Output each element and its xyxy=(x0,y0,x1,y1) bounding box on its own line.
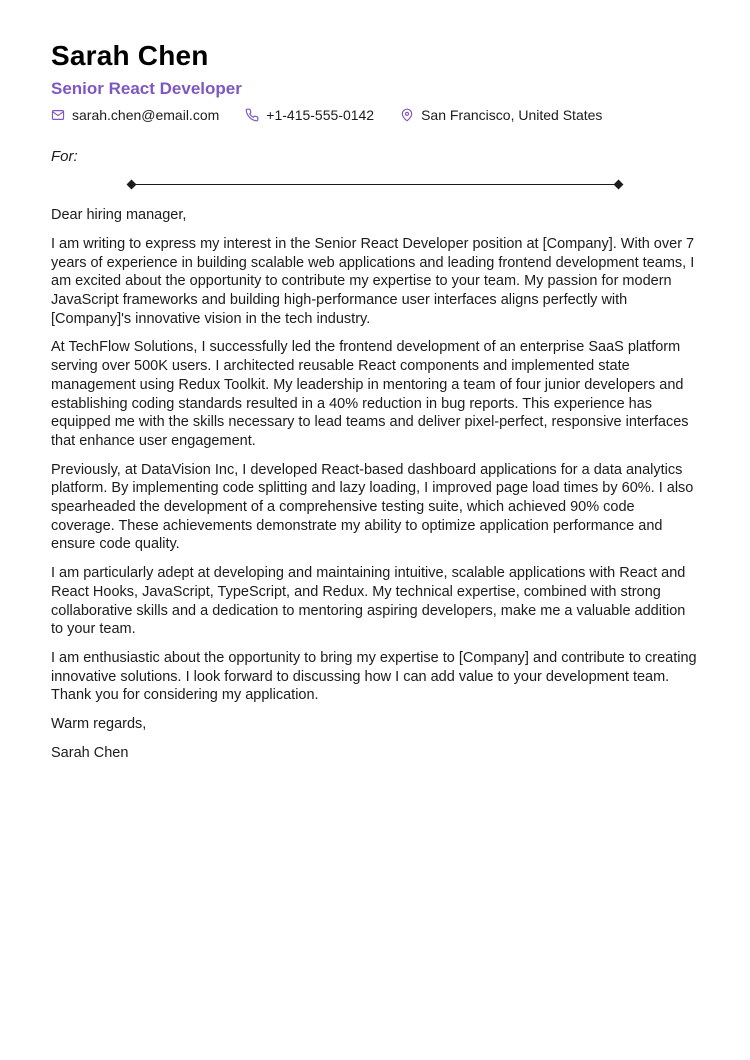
divider-line xyxy=(134,184,616,186)
letter-body xyxy=(51,206,699,762)
section-divider xyxy=(128,181,622,188)
email-icon xyxy=(51,108,65,122)
contact-location xyxy=(400,107,602,123)
paragraph-3: Previously, at DataVision Inc, I developed React-based dashboard applications for a data analytics platform. By implementing code splitting and lazy loading, I improved page load times by 60%. I also spearheaded the development of a comprehensive testing suite, which achieved 90% code coverage. These achievements demonstrate my ability to optimize application performance and ensure code quality. xyxy=(51,461,694,553)
divider-diamond-right xyxy=(614,180,624,190)
paragraph-4: I am particularly adept at developing and maintaining intuitive, scalable applications with React and React Hooks, JavaScript, TypeScript, and Redux. My technical expertise, combined with strong collaborative skills and a dedication to mentoring aspiring developers, make me a valuable addition to your team. xyxy=(51,565,686,638)
contact-phone xyxy=(245,107,374,123)
closing: Warm regards, xyxy=(51,716,147,733)
recipient-for-label: For: xyxy=(51,148,78,166)
paragraph-2: At TechFlow Solutions, I successfully led the frontend development of an enterprise SaaS platform serving over 500K users. I architected reusable React components and implemented state management using Redux Toolkit. My leadership in mentoring a team of four junior developers and establishing coding standards resulted in a 40% reduction in bug reports. This experience has equipped me with the skills necessary to lead teams and deliver pixel-perfect, responsive interfaces that enhance user engagement. xyxy=(51,339,689,449)
location-icon xyxy=(400,108,414,122)
salutation: Dear hiring manager, xyxy=(51,207,187,224)
person-name: Sarah Chen xyxy=(51,40,209,71)
contact-phone-value: +1-415-555-0142 xyxy=(266,107,375,124)
header xyxy=(51,40,699,123)
contact-row xyxy=(51,107,699,123)
phone-icon xyxy=(245,108,259,122)
contact-location-value: San Francisco, United States xyxy=(421,107,603,124)
signature-name: Sarah Chen xyxy=(51,744,129,761)
contact-email-value: sarah.chen@email.com xyxy=(72,107,220,124)
divider-diamond-left xyxy=(127,180,137,190)
job-title: Senior React Developer xyxy=(51,79,242,99)
contact-email xyxy=(51,107,219,123)
paragraph-1: I am writing to express my interest in the Senior React Developer position at [Company]. With over 7 years of experience in building scalable web applications and leading frontend development teams, I am excited about the opportunity to contribute my expertise to your team. My passion for modern JavaScript frameworks and building high-performance user interfaces aligns perfectly with [Company]'s innovative vision in the tech industry. xyxy=(51,235,695,327)
paragraph-5: I am enthusiastic about the opportunity to bring my expertise to [Company] and contribute to creating innovative solutions. I look forward to discussing how I can add value to your development team. Thank you for considering my application. xyxy=(51,649,697,704)
